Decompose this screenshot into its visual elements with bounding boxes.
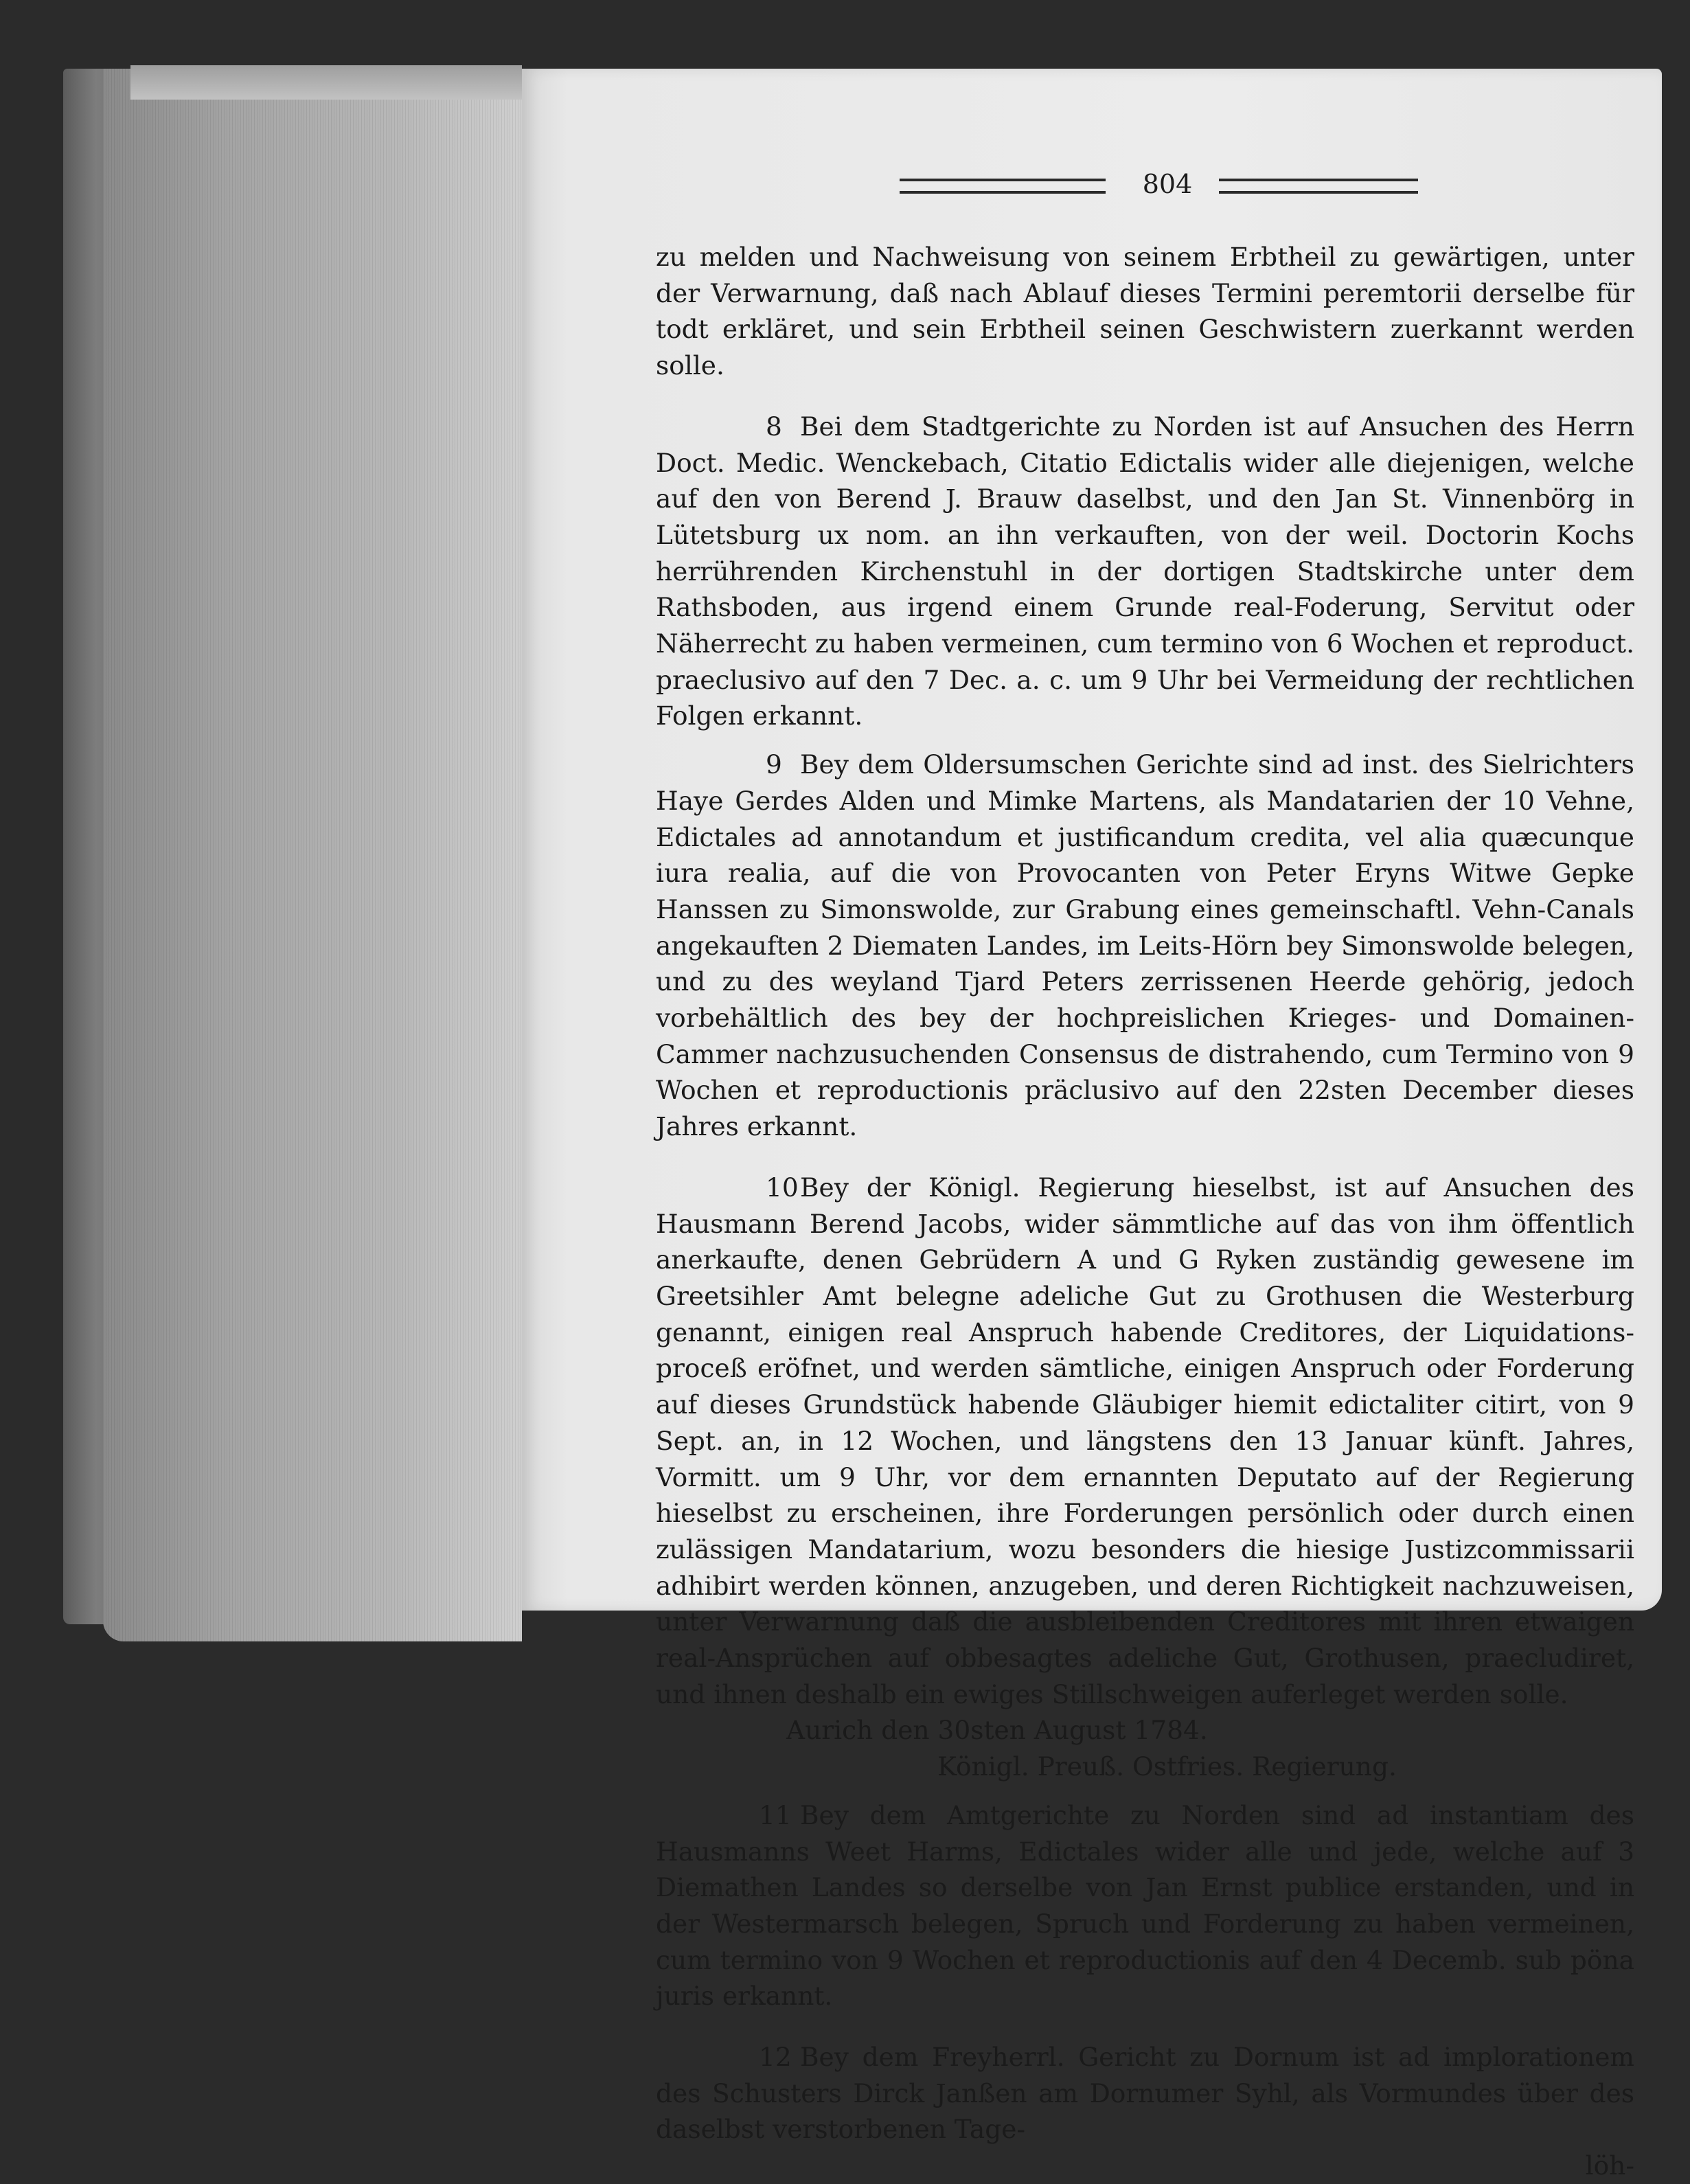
spacer <box>656 734 1634 747</box>
page-text <box>656 239 1634 2184</box>
paragraph-text: Bey dem Freyherrl. Gericht zu Dornum ist ad implorationem des Schusters Dirck Janßen am Dornumer Syhl, als Vormundes über des daselbst verstorbenen Tage- <box>656 2042 1634 2145</box>
paragraph-number: 8 <box>766 411 782 442</box>
header-rule-right <box>1219 179 1418 194</box>
paragraph-number: 12 <box>759 2042 792 2073</box>
paragraph-text: Bey der Königl. Regierung hieselbst, ist auf Ansuchen des Hausmann Berend Jacobs, wider sämmtliche auf das von ihm öffentlich anerkaufte, denen Gebrüdern A und G Ryken zuständig gewesene im Greetsihler Amt belegne adeliche Gut zu Grothusen die Westerburg genannt, einigen real Anspruch habende Creditores, der Liquidations-proceß eröfnet, und werden sämtliche, einigen Anspruch oder Forderung auf dieses Grundstück habende Gläubiger hiemit edictaliter citirt, von 9 Sept. an, in 12 Wochen, und längstens den 13 Januar künft. Jahres, Vormitt. um 9 Uhr, vor dem ernannten Deputato auf der Regierung hieselbst zu erscheinen, ihre Forderungen persönlich oder durch einen zulässigen Mandatarium, wozu besonders die hiesige Justizcommissarii adhibirt werden können, anzugeben, und deren Richtigkeit nachzuweisen, unter Verwarnung daß die ausbleibenden Creditores mit ihren etwaigen real-Ansprüchen auf obbesagtes adeliche Gut, Grothusen, praecludiret, und ihnen deshalb ein ewiges Stillschweigen auferleget werden solle. <box>656 1172 1634 1709</box>
paragraph-number: 11 <box>759 1799 792 1830</box>
signature-office: Königl. Preuß. Ostfries. Regierung. <box>937 1751 1397 1782</box>
paragraph-number: 9 <box>766 749 782 780</box>
spacer <box>656 2014 1634 2039</box>
spacer <box>656 1785 1634 1797</box>
paragraph-number: 10 <box>766 1172 799 1203</box>
page-header <box>893 163 1415 205</box>
signature-place-date: Aurich den 30sten August 1784. <box>786 1715 1208 1746</box>
paragraph-10 <box>656 1170 1634 1713</box>
paragraph-continuation: zu melden und Nachweisung von seinem Erbtheil zu gewärtigen, unter der Verwarnung, daß nach Ablauf dieses Termini peremtorii derselbe für todt erkläret, und sein Erbtheil seinen Geschwistern zuerkannt werden solle. <box>656 242 1634 381</box>
page-edges-top <box>130 65 522 100</box>
paragraph-12 <box>656 2039 1634 2148</box>
paragraph-8 <box>656 409 1634 734</box>
paragraph-9 <box>656 747 1634 1145</box>
header-rule-left <box>900 179 1106 194</box>
paragraph-text: Bey dem Oldersumschen Gerichte sind ad inst. des Sielrichters Haye Gerdes Alden und Mimke Martens, als Mandatarien der 10 Vehne, Edictales ad annotandum et justificandum credita, vel alia quæcunque iura realia, auf die von Provocanten von Peter Eryns Witwe Gepke Hanssen zu Simonswolde, zur Grabung eines gemeinschaftl. Vehn-Canals angekauften 2 Diematen Landes, im Leits-Hörn bey Simonswolde belegen, und zu des weyland Tjard Peters zerrissenen Heerde gehörig, jedoch vorbehältlich des bey der hochpreislichen Krieges- und Domainen-Cammer nachzusuchenden Consensus de distrahendo, cum Termino von 9 Wochen et reproductionis präclusivo auf den 22sten December dieses Jahres erkannt. <box>656 749 1634 1142</box>
spacer <box>656 384 1634 409</box>
catchword: löh- <box>1585 2150 1634 2181</box>
paragraph-11 <box>656 1797 1634 2014</box>
spacer <box>656 1145 1634 1170</box>
page-number: 804 <box>1142 169 1193 199</box>
page-edges <box>103 69 522 1641</box>
paragraph-text: Bey dem Amtgerichte zu Norden sind ad instantiam des Hausmanns Weet Harms, Edictales wider alle und jede, welche auf 3 Diemathen Landes so derselbe von Jan Ernst publice erstanden, und in der Westermarsch belegen, Spruch und Forderung zu haben vermeinen, cum termino von 9 Wochen et reproductionis auf den 4 Decemb. sub pöna juris erkannt. <box>656 1799 1634 2012</box>
paragraph-text: Bei dem Stadtgerichte zu Norden ist auf Ansuchen des Herrn Doct. Medic. Wenckebach, Citatio Edictalis wider alle diejenigen, welche auf den von Berend J. Brauw daselbst, und den Jan St. Vinnenbörg in Lütetsburg ux nom. an ihn verkauften, von der weil. Doctorin Kochs herrührenden Kirchenstuhl in der dortigen Stadtskirche unter dem Rathsboden, aus irgend einem Grunde real-Foderung, Servitut oder Näherrecht zu haben vermeinen, cum termino von 6 Wochen et reproduct. praeclusivo auf den 7 Dec. a. c. um 9 Uhr bei Vermeidung der rechtlichen Folgen erkannt. <box>656 411 1634 731</box>
